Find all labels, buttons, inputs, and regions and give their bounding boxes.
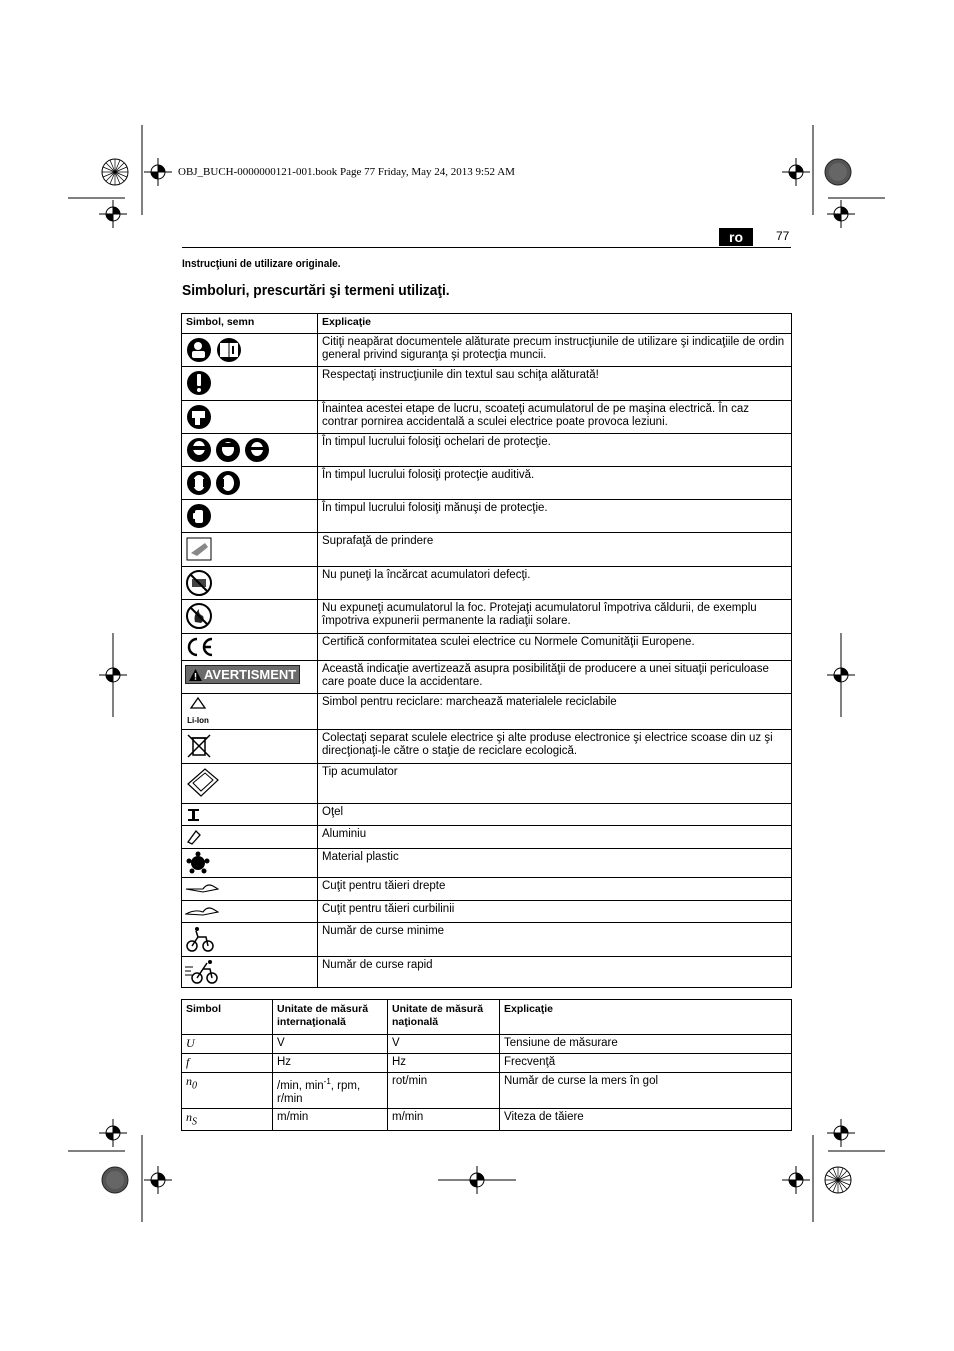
- explanation-text: Număr de curse minime: [318, 923, 792, 957]
- national-unit: rot/min: [388, 1073, 500, 1109]
- table-row: [182, 804, 792, 826]
- explanation-text: Această indicaţie avertizează asupra posibilităţii de producere a unei situaţii periculoase care poate duce la accidentare.: [318, 661, 792, 694]
- explanation-text: În timpul lucrului folosiţi ochelari de protecţie.: [318, 434, 792, 467]
- explanation-text: Oţel: [318, 804, 792, 826]
- table-row: [182, 878, 792, 901]
- battery-type-icon: [185, 766, 221, 800]
- rapid-strokes-icon: [185, 959, 219, 985]
- recycle-arrows-icon: [188, 696, 208, 710]
- table-row: [182, 567, 792, 600]
- book-header: OBJ_BUCH-0000000121-001.book Page 77 Friday, May 24, 2013 9:52 AM: [178, 166, 515, 178]
- table-header-row: [182, 1000, 792, 1035]
- explanation-text: Înaintea acestei etape de lucru, scoateţi acumulatorul de pe maşina electrică. În caz contrar pornirea accidentală a sculei electrice poate provoca leziuni.: [318, 401, 792, 434]
- table-row: [182, 923, 792, 957]
- section-title: Simboluri, prescurtări şi termeni utilizaţi.: [182, 282, 450, 299]
- explanation-text: Suprafaţă de prindere: [318, 533, 792, 567]
- symbols-table: [181, 313, 792, 988]
- table-row: [182, 826, 792, 849]
- explanation-text: Cuţit pentru tăieri curbilinii: [318, 901, 792, 923]
- column-header: Unitate de măsură internaţională: [273, 1000, 388, 1035]
- table-row: [182, 533, 792, 567]
- unit-explanation: Număr de curse la mers în gol: [500, 1073, 792, 1109]
- table-row: [182, 1054, 792, 1073]
- unit-symbol: n: [186, 1109, 192, 1124]
- table-row: [182, 367, 792, 401]
- explanation-text: Nu puneţi la încărcat acumulatori defecţi.: [318, 567, 792, 600]
- international-unit-tail: , rpm, r/min: [277, 1079, 361, 1105]
- column-header: Simbol, semn: [182, 314, 318, 334]
- column-header: Explicaţie: [500, 1000, 792, 1035]
- explanation-text: În timpul lucrului folosiţi mănuşi de protecţie.: [318, 500, 792, 533]
- table-row: [182, 634, 792, 661]
- table-row: [182, 1108, 792, 1130]
- grip-surface-icon: [185, 535, 213, 563]
- eye-protection-icon: [185, 436, 271, 464]
- explanation-text: Colectaţi separat sculele electrice şi alte produse electronice şi electrice scoase din uz şi direcţionaţi-le către o staţie de reciclare ecologică.: [318, 730, 792, 764]
- table-header-row: [182, 314, 792, 334]
- international-unit: /min, min: [277, 1079, 324, 1092]
- unit-symbol: n: [186, 1074, 192, 1088]
- table-row: [182, 1035, 792, 1054]
- steel-icon: [185, 806, 203, 823]
- ce-mark-icon: [185, 636, 215, 658]
- min-strokes-icon: [185, 925, 215, 953]
- document-subtitle: Instrucţiuni de utilizare originale.: [182, 258, 341, 270]
- unit-symbol: f: [186, 1055, 190, 1069]
- international-unit: V: [273, 1035, 388, 1054]
- table-row: [182, 600, 792, 634]
- unit-explanation: Viteza de tăiere: [500, 1108, 792, 1130]
- page-number: 77: [776, 229, 790, 243]
- table-row: [182, 434, 792, 467]
- warning-triangle-icon: [189, 669, 202, 681]
- explanation-text: Citiţi neapărat documentele alăturate precum instrucţiunile de utilizare şi indicaţiile de ordin general privind siguranţa şi protecţia muncii.: [318, 334, 792, 367]
- table-row: [182, 661, 792, 694]
- table-row: [182, 849, 792, 878]
- unit-symbol-subscript: 0: [192, 1080, 197, 1092]
- table-row: [182, 467, 792, 500]
- plastic-icon: [185, 851, 211, 875]
- table-row: [182, 334, 792, 367]
- table-row: [182, 764, 792, 804]
- curved-blade-icon: [185, 903, 219, 919]
- warning-label: AVERTISMENT: [204, 667, 297, 682]
- table-row: [182, 694, 792, 730]
- international-unit-exponent: -1: [323, 1077, 331, 1086]
- straight-blade-icon: [185, 880, 219, 896]
- unit-explanation: Frecvenţă: [500, 1054, 792, 1073]
- column-header: Simbol: [182, 1000, 273, 1035]
- language-badge: ro: [719, 228, 753, 246]
- explanation-text: Simbol pentru reciclare: marchează materialele reciclabile: [318, 694, 792, 730]
- explanation-text: În timpul lucrului folosiţi protecţie auditivă.: [318, 467, 792, 500]
- column-header: Unitate de măsură naţională: [388, 1000, 500, 1035]
- explanation-text: Certifică conformitatea sculei electrice cu Normele Comunităţii Europene.: [318, 634, 792, 661]
- explanation-text: Respectaţi instrucţiunile din textul sau schiţa alăturată!: [318, 367, 792, 401]
- li-ion-label: Li-Ion: [187, 716, 209, 725]
- explanation-text: Aluminiu: [318, 826, 792, 849]
- explanation-text: Cuţit pentru tăieri drepte: [318, 878, 792, 901]
- weee-bin-icon: [185, 732, 213, 760]
- warning-banner-icon: [185, 665, 300, 684]
- read-manual-icon: [185, 336, 245, 364]
- ear-protection-icon: [185, 469, 243, 497]
- table-row: [182, 1073, 792, 1109]
- table-row: [182, 901, 792, 923]
- column-header: Explicaţie: [318, 314, 792, 334]
- explanation-text: Nu expuneţi acumulatorul la foc. Protejaţi acumulatorul împotriva căldurii, de exemplu împotriva expunerii permanente la radiaţii solare.: [318, 600, 792, 634]
- international-unit: m/min: [273, 1108, 388, 1130]
- no-charge-defective-icon: [185, 569, 213, 597]
- header-rule: [182, 247, 791, 248]
- explanation-text: Tip acumulator: [318, 764, 792, 804]
- table-row: [182, 401, 792, 434]
- unit-symbol: U: [186, 1036, 195, 1050]
- exclamation-icon: [185, 369, 213, 397]
- national-unit: Hz: [388, 1054, 500, 1073]
- national-unit: m/min: [388, 1108, 500, 1130]
- international-unit: Hz: [273, 1054, 388, 1073]
- aluminium-icon: [185, 828, 203, 845]
- unit-explanation: Tensiune de măsurare: [500, 1035, 792, 1054]
- units-table: [181, 999, 792, 1131]
- table-row: [182, 730, 792, 764]
- table-row: [182, 500, 792, 533]
- no-fire-icon: [185, 602, 213, 630]
- unit-symbol-subscript: S: [192, 1116, 197, 1128]
- table-row: [182, 957, 792, 988]
- remove-battery-icon: [185, 403, 213, 431]
- national-unit: V: [388, 1035, 500, 1054]
- gloves-icon: [185, 502, 213, 530]
- explanation-text: Număr de curse rapid: [318, 957, 792, 988]
- explanation-text: Material plastic: [318, 849, 792, 878]
- recycle-icon: [185, 696, 211, 727]
